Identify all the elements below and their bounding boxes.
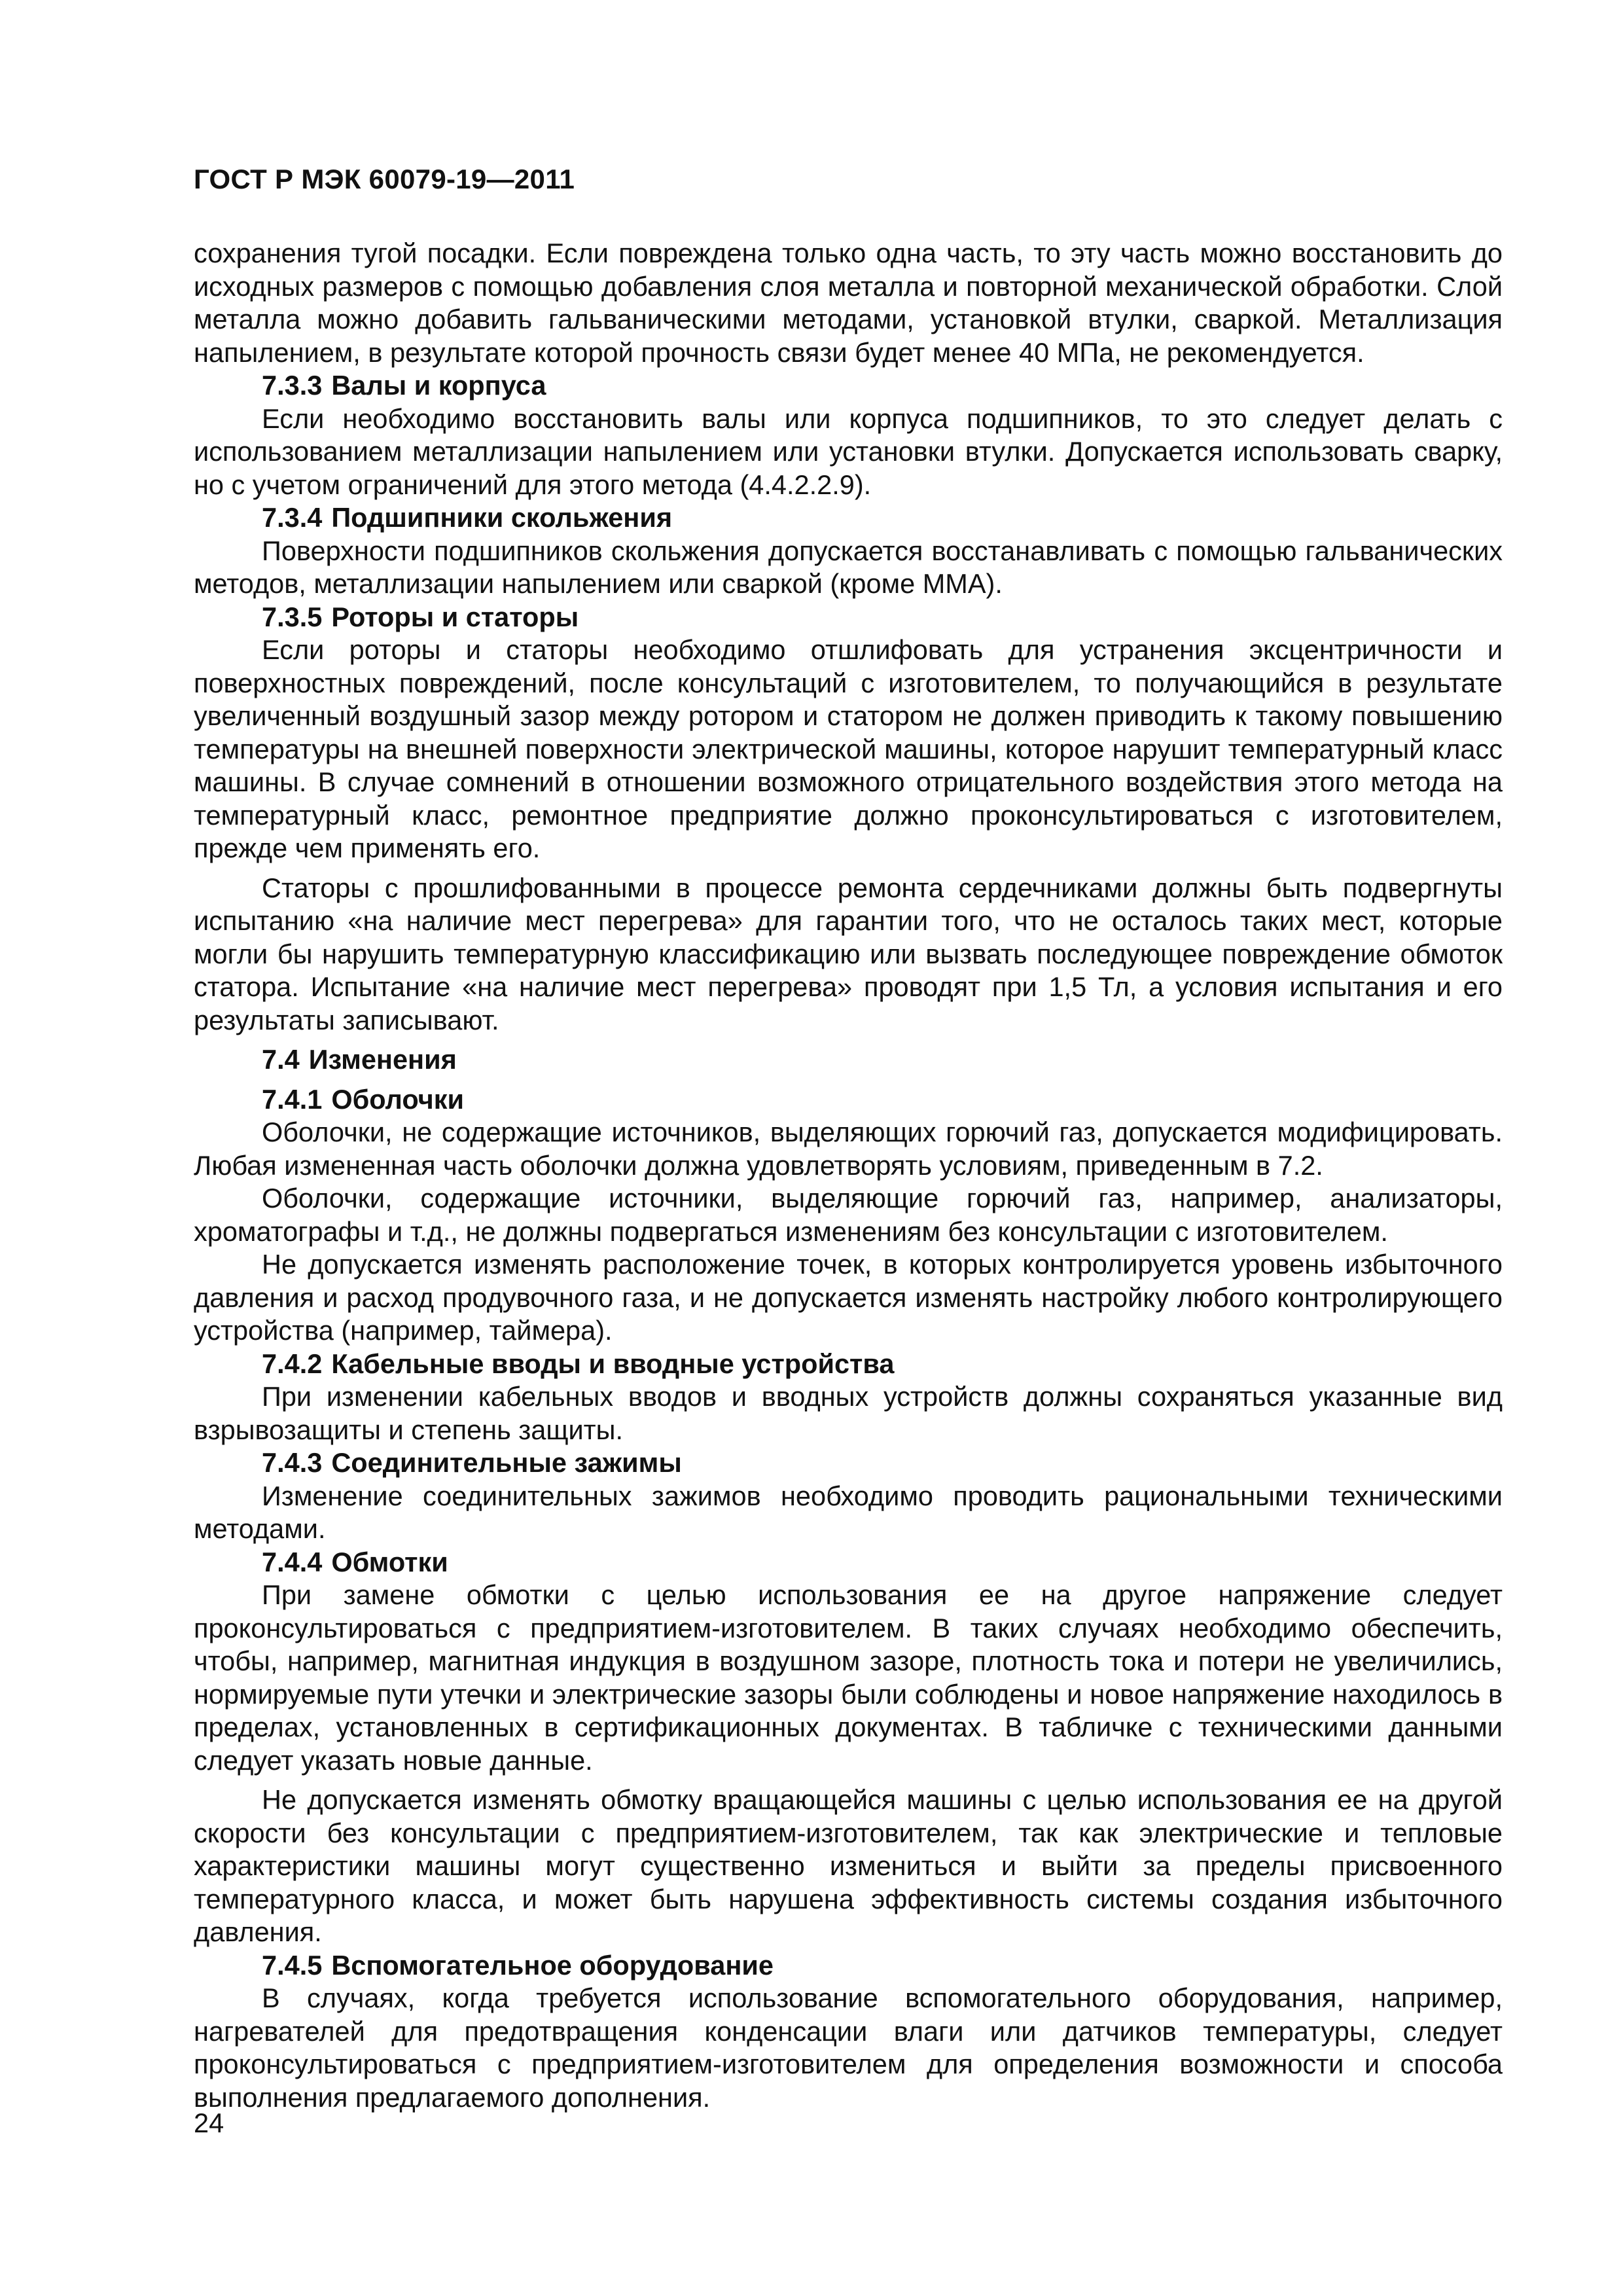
paragraph: Оболочки, не содержащие источников, выделяющих горючий газ, допускается модифицировать. Любая измененная часть оболочки должна удовлетворять условиям, приведенным в 7.2.	[194, 1117, 1503, 1181]
section-heading-7-4-5	[194, 1949, 1503, 1982]
paragraph: Статоры с прошлифованными в процессе ремонта сердечниками должны быть подвергнуты испытанию «на наличие мест перегрева» для гарантии того, что не осталось таких мест, которые могли бы нарушить температурную классификацию или вызвать последующее повреждение обмоток статора. Испытание «на наличие мест перегрева» проводят при 1,5 Тл, а условия испытания и его результаты записывают.	[194, 872, 1503, 1035]
section-number: 7.3.3	[262, 370, 323, 401]
section-title: Кабельные вводы и вводные устройства	[331, 1348, 895, 1379]
section-heading-7-4	[194, 1043, 1503, 1077]
section-number: 7.4.2	[262, 1348, 323, 1379]
document-header: ГОСТ Р МЭК 60079-19—2011	[194, 164, 575, 194]
paragraph: Изменение соединительных зажимов необходимо проводить рациональными техническими методами.	[194, 1480, 1503, 1544]
section-title: Роторы и статоры	[331, 601, 579, 632]
page-number: 24	[194, 2108, 224, 2138]
section-title: Изменения	[308, 1044, 457, 1075]
paragraph: Оболочки, содержащие источники, выделяющие горючий газ, например, анализаторы, хроматографы и т.д., не должны подвергаться изменениям без консультации с изготовителем.	[194, 1183, 1503, 1247]
section-number: 7.4.1	[262, 1083, 323, 1115]
paragraph: Если необходимо восстановить валы или корпуса подшипников, то это следует делать с использованием металлизации напылением или установки втулки. Допускается использовать сварку, но с учетом ограничений для этого метода (4.4.2.2.9).	[194, 403, 1503, 500]
section-heading-7-3-4	[194, 501, 1503, 535]
paragraph: При изменении кабельных вводов и вводных устройств должны сохраняться указанные вид взрывозащиты и степень защиты.	[194, 1381, 1503, 1445]
paragraph: Поверхности подшипников скольжения допускается восстанавливать с помощью гальванических методов, металлизации напылением или сваркой (кроме ММА).	[194, 535, 1503, 599]
paragraph: В случаях, когда требуется использование вспомогательного оборудования, например, нагревателей для предотвращения конденсации влаги или датчиков температуры, следует проконсультироваться с предприятием-изготовителем для определения возможности и способа выполнения предлагаемого дополнения.	[194, 1982, 1503, 2113]
paragraph: Если роторы и статоры необходимо отшлифовать для устранения эксцентричности и поверхностных повреждений, после консультаций с изготовителем, то получающийся в результате увеличенный воздушный зазор между ротором и статором не должен приводить к такому повышению температуры на внешней поверхности электрической машины, которое нарушит температурный класс машины. В случае сомнений в отношении возможного отрицательного воздействия этого метода на температурный класс, ремонтное предприятие должно проконсультироваться с изготовителем, прежде чем применять его.	[194, 634, 1503, 863]
section-number: 7.4	[262, 1044, 300, 1075]
section-number: 7.4.4	[262, 1546, 323, 1577]
section-heading-7-4-2	[194, 1348, 1503, 1381]
section-title: Вспомогательное оборудование	[331, 1949, 774, 1981]
section-number: 7.3.4	[262, 502, 323, 533]
section-title: Оболочки	[331, 1083, 465, 1115]
section-heading-7-4-3	[194, 1446, 1503, 1480]
section-heading-7-4-1	[194, 1083, 1503, 1117]
section-title: Валы и корпуса	[331, 370, 546, 401]
section-heading-7-4-4	[194, 1546, 1503, 1579]
paragraph: сохранения тугой посадки. Если повреждена только одна часть, то эту часть можно восстановить до исходных размеров с помощью добавления слоя металла и повторной механической обработки. Слой металла можно добавить гальваническими методами, установкой втулки, сваркой. Металлизация напылением, в результате которой прочность связи будет менее 40 МПа, не рекомендуется.	[194, 238, 1503, 368]
paragraph: Не допускается изменять обмотку вращающейся машины с целью использования ее на другой скорости без консультации с предприятием-изготовителем, так как электрические и тепловые характеристики машины могут существенно измениться и выйти за пределы присвоенного температурного класса, и может быть нарушена эффективность системы создания избыточного давления.	[194, 1784, 1503, 1947]
section-number: 7.4.5	[262, 1949, 323, 1981]
section-heading-7-3-5	[194, 601, 1503, 634]
paragraph: При замене обмотки с целью использования ее на другое напряжение следует проконсультироваться с предприятием-изготовителем. В таких случаях необходимо обеспечить, чтобы, например, магнитная индукция в воздушном зазоре, плотность тока и потери не увеличились, нормируемые пути утечки и электрические зазоры были соблюдены и новое напряжение находилось в пределах, установленных в сертификационных документах. В табличке с техническими данными следует указать новые данные.	[194, 1579, 1503, 1776]
document-body	[194, 237, 1503, 2114]
section-number: 7.3.5	[262, 601, 323, 632]
section-number: 7.4.3	[262, 1447, 323, 1478]
section-title: Соединительные зажимы	[331, 1447, 682, 1478]
section-title: Обмотки	[331, 1546, 448, 1577]
section-heading-7-3-3	[194, 369, 1503, 403]
paragraph: Не допускается изменять расположение точек, в которых контролируется уровень избыточного давления и расход продувочного газа, и не допускается изменять настройку любого контролирующего устройства (например, таймера).	[194, 1249, 1503, 1346]
section-title: Подшипники скольжения	[331, 502, 673, 533]
